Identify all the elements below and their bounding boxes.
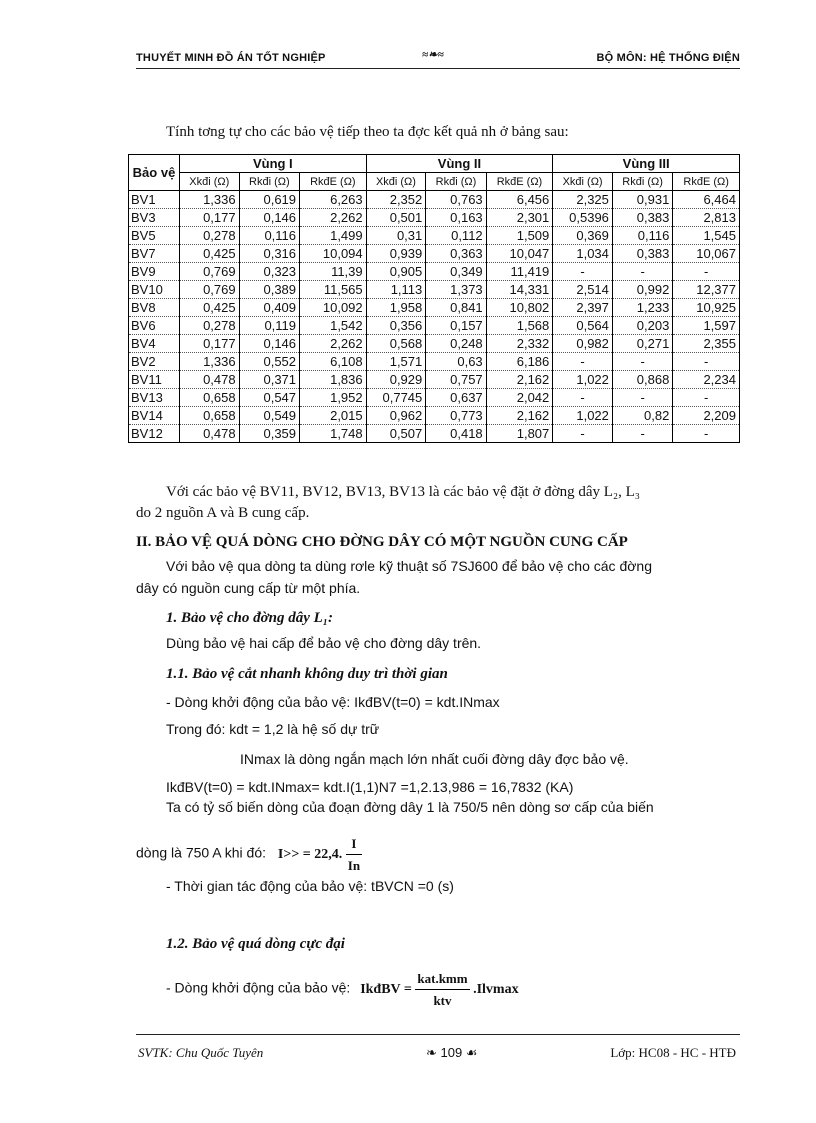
- value-cell: 6,456: [486, 191, 553, 209]
- value-cell: 0,163: [426, 209, 486, 227]
- table-row: [129, 209, 740, 227]
- value-cell: 0,278: [180, 317, 240, 335]
- value-cell: 0,359: [239, 425, 299, 443]
- value-cell: 0,841: [426, 299, 486, 317]
- value-cell: -: [612, 263, 672, 281]
- value-cell: 0,637: [426, 389, 486, 407]
- table-row: [129, 227, 740, 245]
- value-cell: 2,262: [300, 335, 367, 353]
- table-row: [129, 263, 740, 281]
- formula2-rhs: .Ilvmax: [473, 981, 519, 997]
- value-cell: 1,568: [486, 317, 553, 335]
- value-cell: 0,5396: [553, 209, 613, 227]
- where-line: Trong đó: kdt = 1,2 là hệ số dự trữ: [166, 721, 380, 737]
- sub11-title: 1.1. Bảo vệ cắt nhanh không duy trì thời gian: [166, 666, 448, 682]
- value-cell: 0,549: [239, 407, 299, 425]
- start2-text: - Dòng khởi động của bảo vệ:: [166, 979, 351, 996]
- value-cell: 2,015: [300, 407, 367, 425]
- para1-line2: do 2 nguồn A và B cung cấp.: [136, 505, 310, 521]
- formula2-fraction: [415, 968, 469, 1011]
- value-cell: 0,478: [180, 371, 240, 389]
- formula2-den: ktv: [433, 993, 452, 1008]
- column-header: RkđE (Ω): [300, 173, 367, 191]
- value-cell: -: [553, 425, 613, 443]
- para2-line1: Với bảo vệ qua dòng ta dùng rơle kỹ thuật số 7SJ600 để bảo vệ cho các đờng: [166, 558, 652, 574]
- value-cell: 2,397: [553, 299, 613, 317]
- value-cell: 0,552: [239, 353, 299, 371]
- table-row: [129, 335, 740, 353]
- value-cell: 0,82: [612, 407, 672, 425]
- relay-name-cell: BV6: [129, 317, 180, 335]
- value-cell: 0,383: [612, 245, 672, 263]
- column-header: Rkđi (Ω): [239, 173, 299, 191]
- value-cell: 0,568: [366, 335, 426, 353]
- value-cell: 1,952: [300, 389, 367, 407]
- relay-name-cell: BV2: [129, 353, 180, 371]
- table-row: [129, 191, 740, 209]
- value-cell: 1,836: [300, 371, 367, 389]
- formula1-den: In: [347, 858, 361, 873]
- value-cell: 0,929: [366, 371, 426, 389]
- value-cell: 10,925: [673, 299, 740, 317]
- value-cell: 0,371: [239, 371, 299, 389]
- value-cell: 0,619: [239, 191, 299, 209]
- relay-name-cell: BV3: [129, 209, 180, 227]
- value-cell: -: [673, 389, 740, 407]
- relay-name-cell: BV11: [129, 371, 180, 389]
- value-cell: -: [553, 389, 613, 407]
- value-cell: 6,263: [300, 191, 367, 209]
- table-row: [129, 353, 740, 371]
- time-line: - Thời gian tác động của bảo vệ: tBVCN =0 (s): [166, 878, 454, 894]
- value-cell: 1,373: [426, 281, 486, 299]
- value-cell: 0,425: [180, 245, 240, 263]
- value-cell: 1,113: [366, 281, 426, 299]
- value-cell: 10,802: [486, 299, 553, 317]
- value-cell: 0,363: [426, 245, 486, 263]
- value-cell: 0,177: [180, 335, 240, 353]
- value-cell: 0,425: [180, 299, 240, 317]
- formula-instant: [277, 836, 362, 873]
- table-row: [129, 317, 740, 335]
- relay-name-cell: BV4: [129, 335, 180, 353]
- relay-name-cell: BV12: [129, 425, 180, 443]
- value-cell: 1,542: [300, 317, 367, 335]
- value-cell: 0,478: [180, 425, 240, 443]
- formula1-num: I: [346, 833, 362, 855]
- value-cell: -: [612, 353, 672, 371]
- value-cell: 1,571: [366, 353, 426, 371]
- value-cell: 0,112: [426, 227, 486, 245]
- relay-name-cell: BV14: [129, 407, 180, 425]
- zone-1-header: Vùng I: [180, 155, 367, 173]
- value-cell: 11,39: [300, 263, 367, 281]
- value-cell: 0,146: [239, 209, 299, 227]
- value-cell: 1,336: [180, 191, 240, 209]
- value-cell: 2,325: [553, 191, 613, 209]
- value-cell: -: [612, 389, 672, 407]
- value-cell: 0,383: [612, 209, 672, 227]
- value-cell: 0,203: [612, 317, 672, 335]
- value-cell: 0,146: [239, 335, 299, 353]
- header-left: THUYẾT MINH ĐỒ ÁN TỐT NGHIỆP: [136, 52, 326, 64]
- value-cell: 2,301: [486, 209, 553, 227]
- value-cell: 0,323: [239, 263, 299, 281]
- value-cell: 0,773: [426, 407, 486, 425]
- page-footer: [136, 1034, 740, 1065]
- value-cell: 12,377: [673, 281, 740, 299]
- column-header: Rkđi (Ω): [426, 173, 486, 191]
- value-cell: 2,514: [553, 281, 613, 299]
- table-row: [129, 389, 740, 407]
- value-cell: 0,982: [553, 335, 613, 353]
- value-cell: 2,813: [673, 209, 740, 227]
- page-number: ❧ 109 ☙: [426, 1045, 478, 1060]
- value-cell: 0,63: [426, 353, 486, 371]
- value-cell: 1,958: [366, 299, 426, 317]
- para2-line2: dây có nguồn cung cấp từ một phía.: [136, 580, 361, 596]
- value-cell: 0,547: [239, 389, 299, 407]
- column-header: Xkđi (Ω): [366, 173, 426, 191]
- value-cell: 1,545: [673, 227, 740, 245]
- value-cell: 0,507: [366, 425, 426, 443]
- value-cell: 0,349: [426, 263, 486, 281]
- value-cell: 10,067: [673, 245, 740, 263]
- value-cell: 0,769: [180, 263, 240, 281]
- relay-settings-table: [128, 154, 740, 443]
- value-cell: 11,419: [486, 263, 553, 281]
- value-cell: -: [553, 263, 613, 281]
- value-cell: 0,992: [612, 281, 672, 299]
- value-cell: -: [612, 425, 672, 443]
- relay-name-cell: BV13: [129, 389, 180, 407]
- relay-name-cell: BV5: [129, 227, 180, 245]
- start2-line: [166, 968, 519, 1011]
- value-cell: 2,355: [673, 335, 740, 353]
- intro-text: Tính tơng tự cho các bảo vệ tiếp theo ta đợc kết quả nh ở bảng sau:: [166, 124, 569, 140]
- value-cell: 0,389: [239, 281, 299, 299]
- value-cell: -: [553, 353, 613, 371]
- value-cell: 10,094: [300, 245, 367, 263]
- value-cell: 0,962: [366, 407, 426, 425]
- column-header: RkđE (Ω): [486, 173, 553, 191]
- value-cell: 6,464: [673, 191, 740, 209]
- corner-header: Bảo vệ: [129, 155, 180, 191]
- column-header: Xkđi (Ω): [180, 173, 240, 191]
- page-header: [136, 50, 740, 69]
- sub1-text: Dùng bảo vệ hai cấp để bảo vệ cho đờng dây trên.: [166, 635, 482, 651]
- formula-overcurrent: [360, 971, 519, 1008]
- formula2-lhs: IkđBV =: [360, 981, 412, 997]
- value-cell: -: [673, 425, 740, 443]
- value-cell: 10,092: [300, 299, 367, 317]
- value-cell: 1,499: [300, 227, 367, 245]
- value-cell: 1,034: [553, 245, 613, 263]
- value-cell: 0,116: [612, 227, 672, 245]
- value-cell: 0,369: [553, 227, 613, 245]
- value-cell: 0,271: [612, 335, 672, 353]
- value-cell: 6,186: [486, 353, 553, 371]
- value-cell: 1,748: [300, 425, 367, 443]
- zone-2-header: Vùng II: [366, 155, 553, 173]
- value-cell: 2,262: [300, 209, 367, 227]
- inmax-line: INmax là dòng ngắn mạch lớn nhất cuối đờng dây đợc bảo vệ.: [240, 751, 629, 767]
- value-cell: 0,248: [426, 335, 486, 353]
- value-cell: 0,119: [239, 317, 299, 335]
- value-cell: 0,658: [180, 389, 240, 407]
- section2-title: II. BẢO VỆ QUÁ DÒNG CHO ĐỜNG DÂY CÓ MỘT NGUỒN CUNG CẤP: [136, 534, 628, 550]
- value-cell: 1,807: [486, 425, 553, 443]
- value-cell: 2,234: [673, 371, 740, 389]
- header-right: BỘ MÔN: HỆ THỐNG ĐIỆN: [596, 52, 740, 64]
- value-cell: 0,31: [366, 227, 426, 245]
- value-cell: 0,769: [180, 281, 240, 299]
- value-cell: -: [673, 353, 740, 371]
- table-row: [129, 407, 740, 425]
- value-cell: 2,332: [486, 335, 553, 353]
- value-cell: 0,177: [180, 209, 240, 227]
- value-cell: 0,939: [366, 245, 426, 263]
- value-cell: 1,509: [486, 227, 553, 245]
- relay-name-cell: BV9: [129, 263, 180, 281]
- primary-line: [136, 833, 362, 876]
- formula1-lhs: I>> = 22,4.: [277, 846, 343, 862]
- para1-line1: Với các bảo vệ BV11, BV12, BV13, BV13 là các bảo vệ đặt ở đờng dây L₂, L₃: [166, 484, 641, 500]
- value-cell: 0,501: [366, 209, 426, 227]
- value-cell: 0,356: [366, 317, 426, 335]
- footer-right: Lớp: HC08 - HC - HTĐ: [610, 1045, 736, 1060]
- value-cell: 0,564: [553, 317, 613, 335]
- sub12-title: 1.2. Bảo vệ quá dòng cực đại: [166, 936, 345, 952]
- table-row: [129, 299, 740, 317]
- footer-left: SVTK: Chu Quốc Tuyên: [138, 1045, 264, 1060]
- value-cell: 1,022: [553, 371, 613, 389]
- value-cell: 1,022: [553, 407, 613, 425]
- value-cell: 2,162: [486, 371, 553, 389]
- formula1-fraction: [346, 833, 362, 876]
- calc-line: IkđBV(t=0) = kdt.INmax= kdt.I(1,1)N7 =1,2.13,986 = 16,7832 (KA): [166, 779, 574, 795]
- value-cell: 0,905: [366, 263, 426, 281]
- table-row: [129, 425, 740, 443]
- value-cell: 1,336: [180, 353, 240, 371]
- value-cell: 0,157: [426, 317, 486, 335]
- value-cell: -: [673, 263, 740, 281]
- value-cell: 0,418: [426, 425, 486, 443]
- value-cell: 0,931: [612, 191, 672, 209]
- value-cell: 0,7745: [366, 389, 426, 407]
- value-cell: 2,209: [673, 407, 740, 425]
- table-row: [129, 245, 740, 263]
- value-cell: 1,233: [612, 299, 672, 317]
- table-row: [129, 281, 740, 299]
- value-cell: 0,763: [426, 191, 486, 209]
- value-cell: 0,658: [180, 407, 240, 425]
- value-cell: 2,162: [486, 407, 553, 425]
- value-cell: 0,757: [426, 371, 486, 389]
- formula2-num: kat.kmm: [415, 968, 469, 990]
- value-cell: 6,108: [300, 353, 367, 371]
- primary-text: dòng là 750 A khi đó:: [136, 844, 266, 861]
- table-row: [129, 371, 740, 389]
- value-cell: 10,047: [486, 245, 553, 263]
- column-header: Rkđi (Ω): [612, 173, 672, 191]
- value-cell: 1,597: [673, 317, 740, 335]
- relay-name-cell: BV8: [129, 299, 180, 317]
- value-cell: 11,565: [300, 281, 367, 299]
- value-cell: 0,409: [239, 299, 299, 317]
- relay-name-cell: BV10: [129, 281, 180, 299]
- ratio-line: Ta có tỷ số biến dòng của đoạn đờng dây 1 là 750/5 nên dòng sơ cấp của biến: [166, 799, 654, 815]
- column-header: Xkđi (Ω): [553, 173, 613, 191]
- value-cell: 0,278: [180, 227, 240, 245]
- value-cell: 0,868: [612, 371, 672, 389]
- value-cell: 2,352: [366, 191, 426, 209]
- start-current-line: - Dòng khởi động của bảo vệ: IkđBV(t=0) = kdt.INmax: [166, 694, 500, 710]
- relay-name-cell: BV7: [129, 245, 180, 263]
- value-cell: 2,042: [486, 389, 553, 407]
- relay-name-cell: BV1: [129, 191, 180, 209]
- value-cell: 14,331: [486, 281, 553, 299]
- sub1-title: 1. Bảo vệ cho đờng dây L₁:: [166, 610, 334, 626]
- value-cell: 0,116: [239, 227, 299, 245]
- header-ornament: ≈❧≈: [422, 49, 444, 61]
- column-header: RkđE (Ω): [673, 173, 740, 191]
- value-cell: 0,316: [239, 245, 299, 263]
- zone-3-header: Vùng III: [553, 155, 740, 173]
